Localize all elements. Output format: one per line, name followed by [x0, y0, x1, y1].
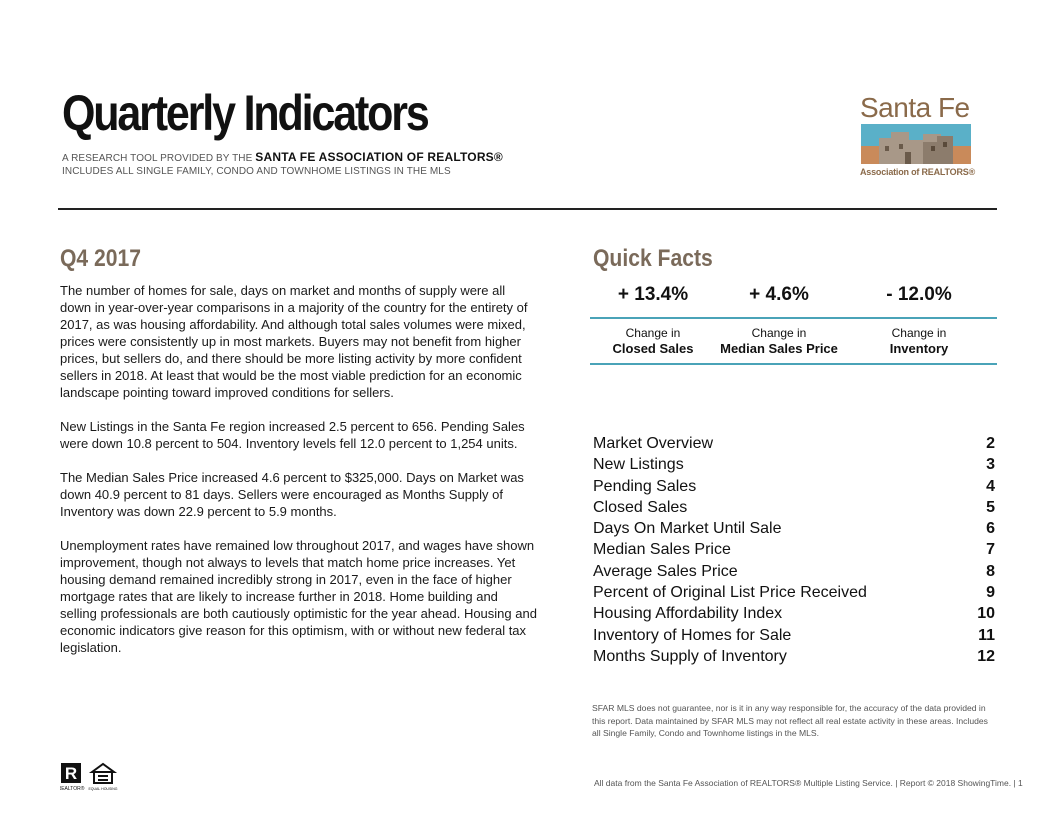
toc-page: 12: [977, 647, 995, 665]
period-heading: Q4 2017: [60, 245, 142, 272]
toc-item-closed-sales[interactable]: [593, 499, 995, 520]
toc-item-average-sales-price[interactable]: [593, 563, 995, 584]
subtitle-line-2: INCLUDES ALL SINGLE FAMILY, CONDO AND TOWNHOME LISTINGS IN THE MLS: [62, 166, 451, 177]
svg-text:R: R: [64, 764, 78, 783]
table-of-contents: [593, 435, 995, 669]
toc-label: Closed Sales: [593, 498, 688, 516]
toc-label: Average Sales Price: [593, 562, 738, 580]
body-paragraph: The Median Sales Price increased 4.6 percent to $325,000. Days on Market was down 40.9 percent to 81 days. Sellers were encouraged as Months Supply of Inventory was down 22.9 percent to 5.9 months.: [60, 470, 524, 519]
equal-housing-opportunity-icon: [88, 764, 117, 791]
realtor-r-icon: [60, 762, 120, 792]
toc-page: 2: [986, 435, 995, 452]
quick-fact-label-top: Change in: [751, 326, 807, 340]
header-divider: [58, 208, 997, 210]
toc-page: 9: [986, 584, 995, 602]
toc-page: 3: [986, 456, 995, 474]
quick-fact-value-closed-sales: + 13.4%: [617, 284, 689, 305]
toc-label: Pending Sales: [593, 477, 697, 495]
toc-label: Median Sales Price: [593, 541, 731, 559]
quick-facts-bottom-rule: [590, 363, 997, 365]
toc-label: Months Supply of Inventory: [593, 647, 787, 665]
toc-item-new-listings[interactable]: [593, 456, 995, 477]
toc-label: Inventory of Homes for Sale: [593, 626, 792, 644]
quick-fact-value-inventory: - 12.0%: [886, 284, 952, 305]
subtitle-line-1: [62, 150, 503, 164]
svg-text:REALTOR®: REALTOR®: [60, 786, 85, 792]
body-paragraph: New Listings in the Santa Fe region increased 2.5 percent to 656. Pending Sales were down 10.8 percent to 504. Inventory levels fell 12.0 percent to 1,254 units.: [60, 419, 525, 451]
toc-item-days-on-market[interactable]: [593, 520, 995, 541]
body-paragraph: The number of homes for sale, days on market and months of supply were all down in year-over-year comparisons in a majority of the country for the entirety of 2017, as was housing affordability. And although total sales volumes were mixed, prices were consistently up in most markets. Buyers may not benefit from higher prices, but sellers do, and there should be more listing activity by more confident sellers in 2018. At least that would be the most viable prediction for an economic landscape pointing toward improved conditions for sellers.: [60, 283, 528, 400]
quick-fact-label-top: Change in: [625, 326, 681, 340]
quick-facts-top-rule: [590, 317, 997, 319]
quick-fact-label-closed-sales: [583, 325, 723, 357]
toc-label: Days On Market Until Sale: [593, 520, 782, 538]
toc-item-months-supply[interactable]: [593, 648, 995, 669]
toc-label: New Listings: [593, 456, 684, 474]
toc-page: 11: [978, 626, 995, 644]
quick-fact-value-median-price: + 4.6%: [749, 284, 809, 305]
report-body: [60, 282, 538, 673]
subtitle-org: SANTA FE ASSOCIATION OF REALTORS®: [255, 150, 503, 164]
logo-tagline: Association of REALTORS®: [860, 167, 976, 177]
santa-fe-logo: [858, 92, 974, 178]
toc-page: 6: [986, 520, 995, 538]
page-title: Quarterly Indicators: [62, 85, 428, 141]
footer-logos: [60, 762, 120, 792]
toc-label: Market Overview: [593, 435, 714, 452]
body-paragraph: Unemployment rates have remained low throughout 2017, and wages have shown improvement, though not always to levels that match home price increases. Yet housing demand remained incredibly strong in 2017, even in the face of higher mortgage rates that are likely to increase further in 2018. Home building and selling professionals are both cautiously optimistic for the year ahead. Housing and economic indicators give reason for this optimism, with or without new federal tax legislation.: [60, 538, 537, 655]
toc-item-median-sales-price[interactable]: [593, 541, 995, 562]
logo-name: Santa Fe: [860, 92, 970, 123]
quick-fact-label-top: Change in: [891, 326, 947, 340]
toc-item-market-overview[interactable]: [593, 435, 995, 456]
quick-fact-label-main: Inventory: [889, 341, 949, 356]
toc-page: 5: [986, 498, 995, 516]
svg-text:EQUAL HOUSING: EQUAL HOUSING: [88, 787, 118, 791]
toc-item-affordability-index[interactable]: [593, 605, 995, 626]
subtitle-prefix: A RESEARCH TOOL PROVIDED BY THE: [62, 153, 256, 164]
toc-label: Housing Affordability Index: [593, 605, 783, 623]
adobe-building-logo-icon: [861, 124, 971, 164]
toc-page: 8: [986, 562, 995, 580]
footer-text: All data from the Santa Fe Association of REALTORS® Multiple Listing Service. | Report © 2018 ShowingTime. | 1: [594, 778, 1023, 788]
quick-facts-heading: Quick Facts: [593, 245, 713, 272]
toc-page: 4: [986, 477, 995, 495]
quick-fact-label-median-price: [709, 325, 849, 357]
quick-fact-label-inventory: [849, 325, 989, 357]
quick-fact-label-main: Closed Sales: [612, 341, 694, 356]
toc-page: 10: [977, 605, 995, 623]
toc-item-percent-list-price[interactable]: [593, 584, 995, 605]
toc-item-inventory[interactable]: [593, 627, 995, 648]
toc-label: Percent of Original List Price Received: [593, 584, 867, 602]
toc-page: 7: [986, 541, 995, 559]
quick-fact-label-main: Median Sales Price: [720, 341, 838, 356]
toc-item-pending-sales[interactable]: [593, 478, 995, 499]
disclaimer-text: SFAR MLS does not guarantee, nor is it in any way responsible for, the accuracy of the data provided in this report. Data maintained by SFAR MLS may not reflect all real estate activity in these areas. Includes all Single Family, Condo and Townhome listings in the MLS.: [592, 703, 988, 738]
